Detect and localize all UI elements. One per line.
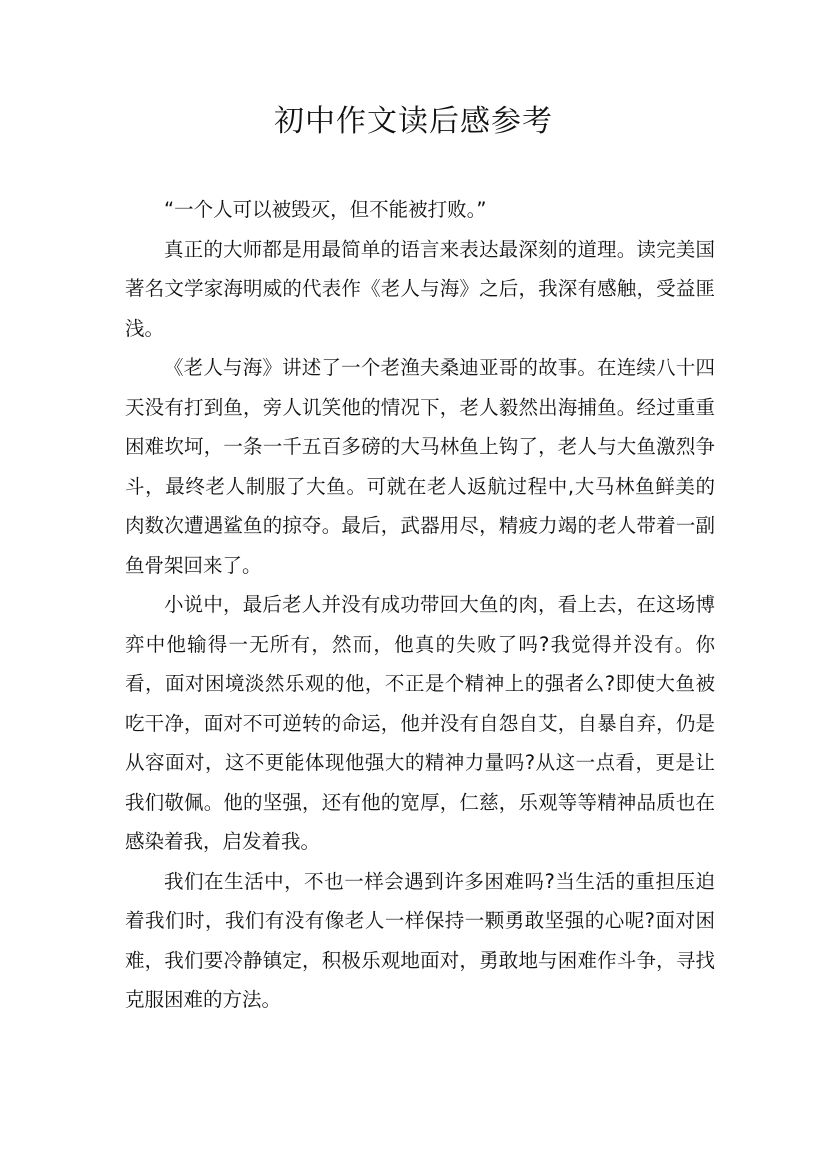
paragraph-conclusion: 我们在生活中，不也一样会遇到许多困难吗?当生活的重担压迫着我们时，我们有没有像老人一样保持一颗勇敢坚强的心呢?面对困难，我们要冷静镇定，积极乐观地面对，勇敢地与困难作斗争，寻找克服困难的方法。 bbox=[125, 869, 715, 1011]
paragraph-quote: “一个人可以被毁灭，但不能被打败。” bbox=[164, 198, 487, 221]
paragraph-summary: 《老人与海》讲述了一个老渔夫桑迪亚哥的故事。在连续八十四天没有打到鱼，旁人讥笑他的情况下，老人毅然出海捕鱼。经过重重困难坎坷，一条一千五百多磅的大马林鱼上钩了，老人与大鱼激烈争斗，最终老人制服了大鱼。可就在老人返航过程中,大马林鱼鲜美的肉数次遭遇鲨鱼的掠夺。最后，武器用尽，精疲力竭的老人带着一副鱼骨架回来了。 bbox=[125, 356, 715, 577]
paragraph-analysis: 小说中，最后老人并没有成功带回大鱼的肉，看上去，在这场博弈中他输得一无所有，然而，他真的失败了吗?我觉得并没有。你看，面对困境淡然乐观的他，不正是个精神上的强者么?即使大鱼被吃干净，面对不可逆转的命运，他并没有自怨自艾，自暴自弃，仍是从容面对，这不更能体现他强大的精神力量吗?从这一点看，更是让我们敬佩。他的坚强，还有他的宽厚，仁慈，乐观等等精神品质也在感染着我，启发着我。 bbox=[125, 593, 715, 853]
paragraph-intro: 真正的大师都是用最简单的语言来表达最深刻的道理。读完美国著名文学家海明威的代表作《老人与海》之后，我深有感触，受益匪浅。 bbox=[125, 237, 715, 340]
document-body bbox=[125, 190, 715, 1020]
document-title: 初中作文读后感参考 bbox=[274, 104, 553, 139]
